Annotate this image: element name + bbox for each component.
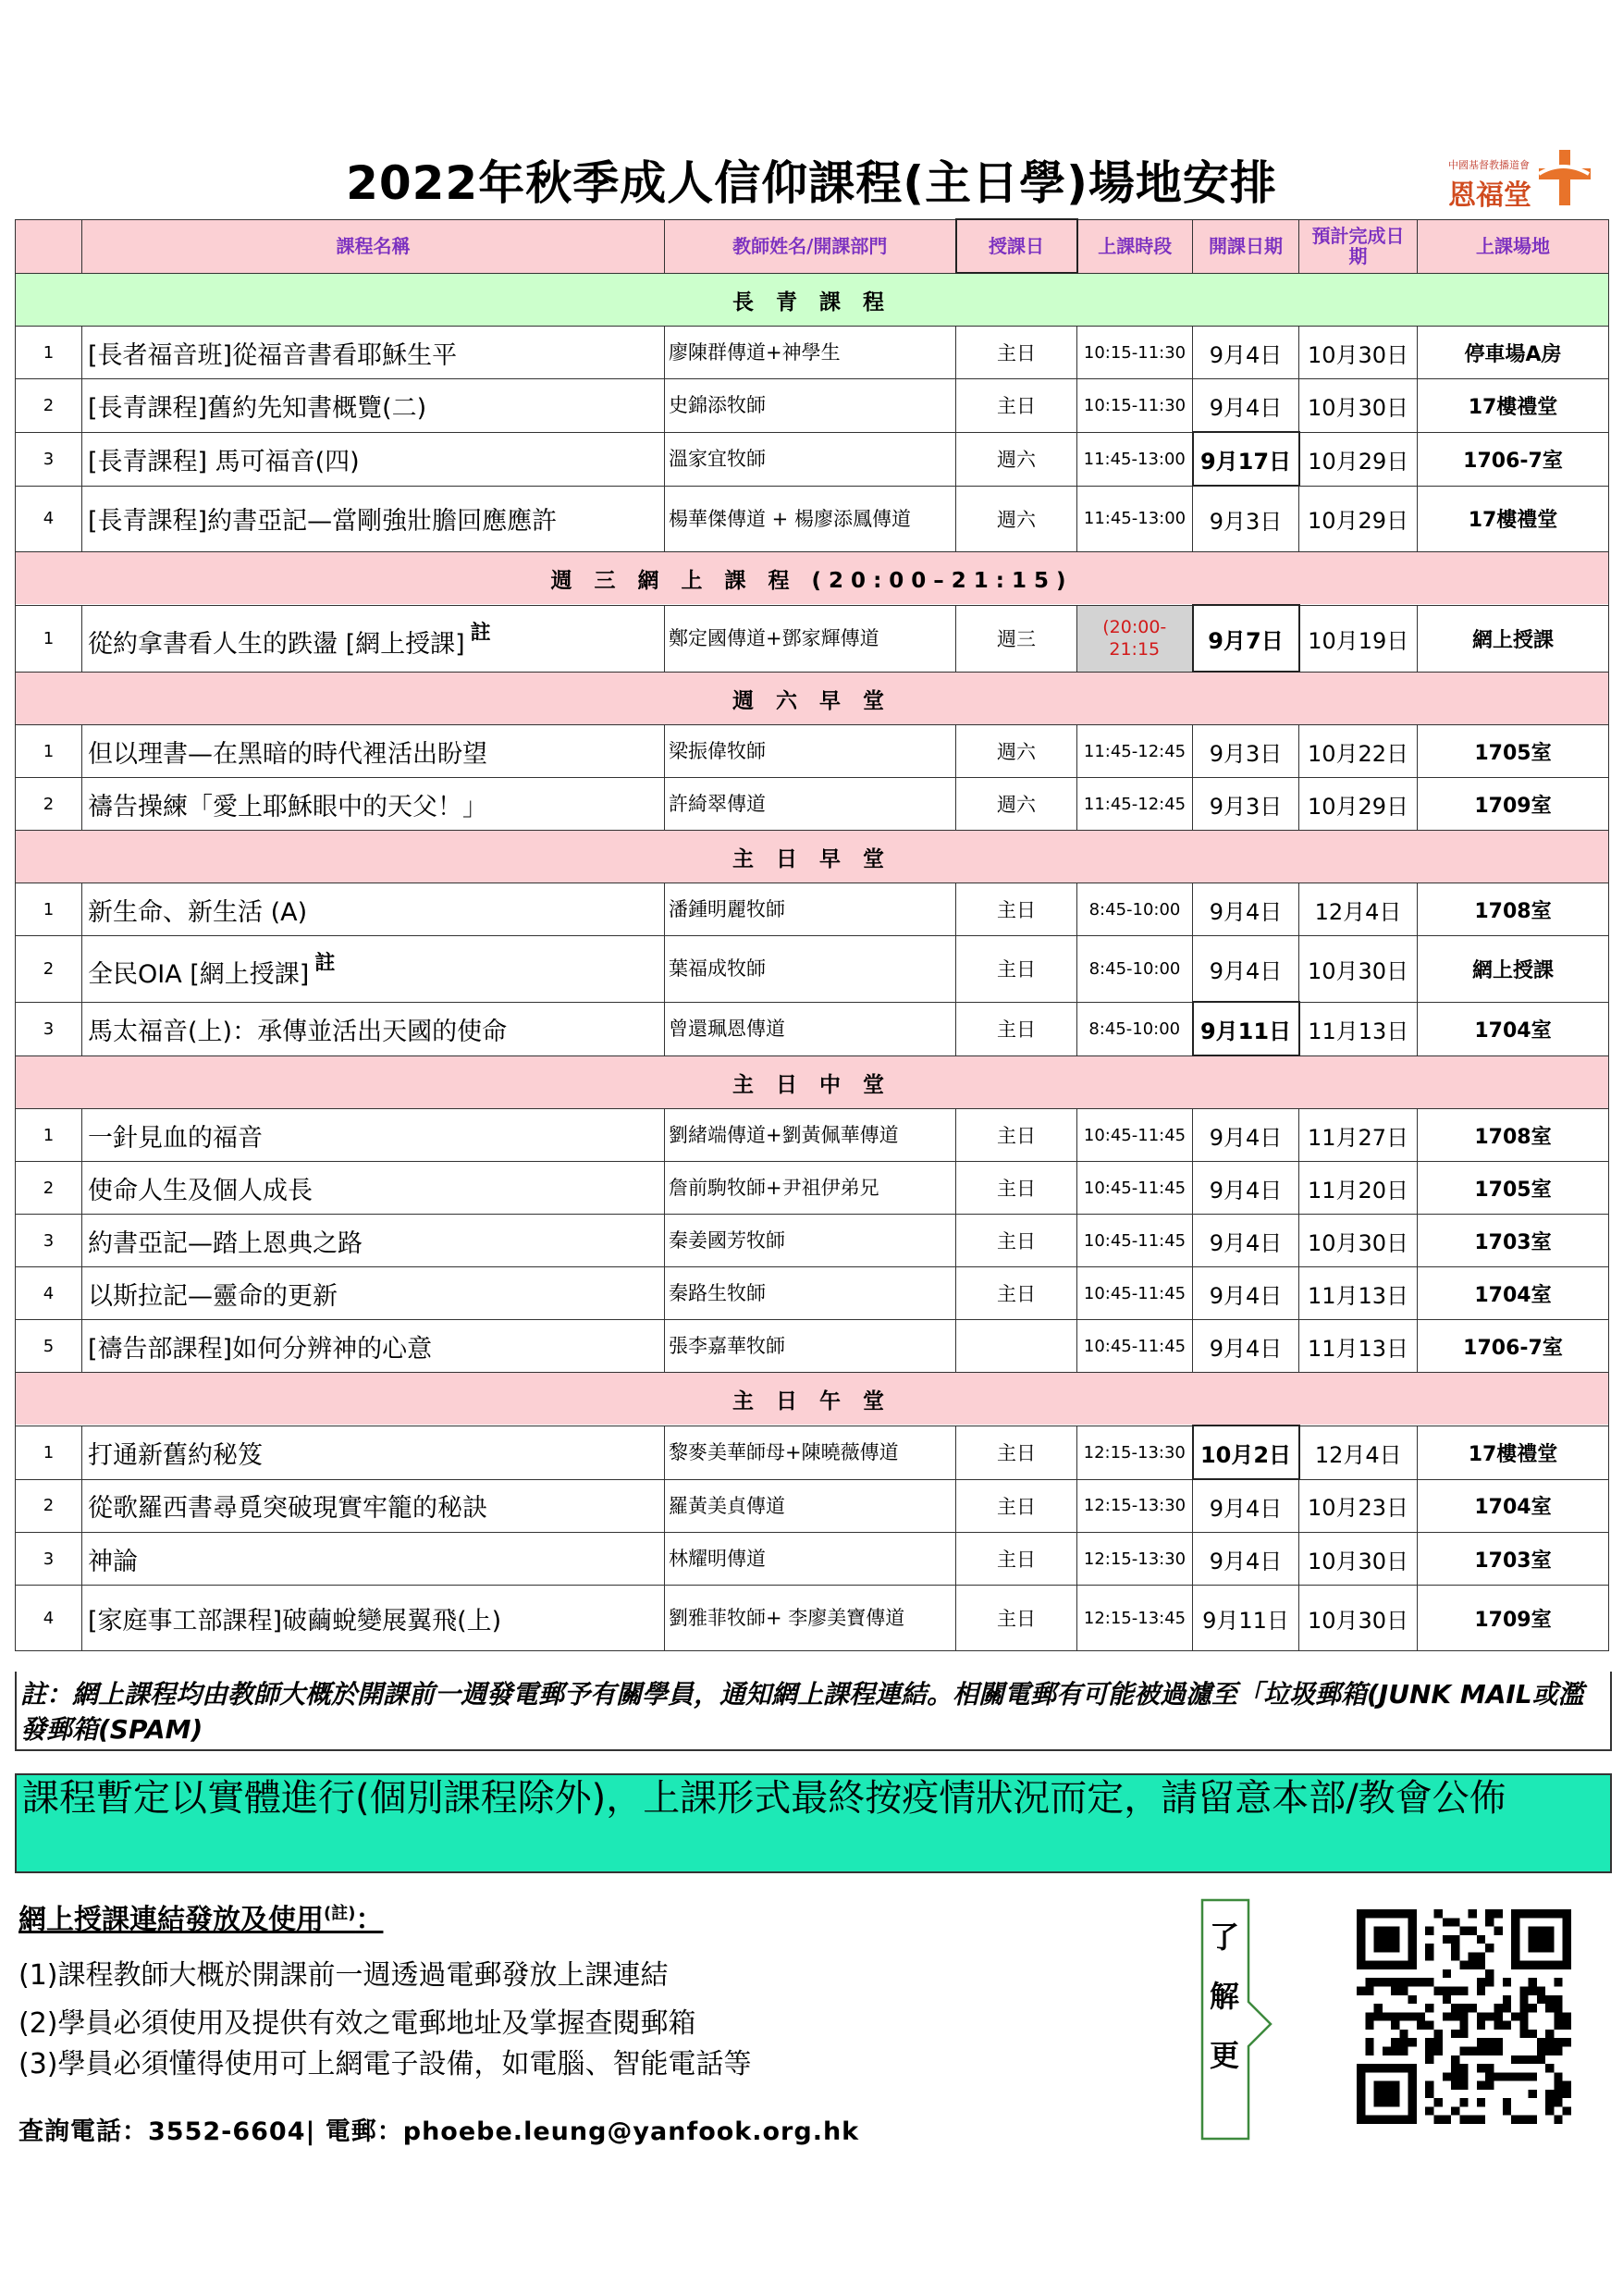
class-day: 主日 [956,1426,1077,1479]
section-title: 主 日 早 堂 [16,831,1609,883]
table-row [16,432,1609,486]
header-col-venue: 上課場地 [1418,219,1609,273]
start-date: 9月17日 [1193,432,1299,486]
end-date: 11月13日 [1299,1002,1418,1055]
end-date: 10月30日 [1299,379,1418,433]
course-name: [家庭事工部課程]破繭蛻變展翼飛(上) [82,1586,665,1651]
teacher-name: 黎麥美華師母+陳曉薇傳道 [665,1426,956,1479]
class-time: 12:15-13:30 [1077,1426,1193,1479]
class-time: 11:45-12:45 [1077,778,1193,831]
teacher-name: 曾還珮恩傳道 [665,1002,956,1055]
teacher-name: 許綺翠傳道 [665,778,956,831]
row-number: 2 [16,936,82,1003]
teacher-name: 張李嘉華牧師 [665,1320,956,1373]
row-number: 3 [16,1533,82,1586]
class-time: 11:45-12:45 [1077,725,1193,778]
class-time: 10:45-11:45 [1077,1267,1193,1320]
qr-code-icon[interactable] [1348,1909,1580,2124]
course-name: 新生命、新生活 (A) [82,883,665,936]
venue: 1704室 [1418,1479,1609,1533]
class-time: 8:45-10:00 [1077,1002,1193,1055]
header-col-day: 授課日 [956,219,1077,273]
venue: 1703室 [1418,1533,1609,1586]
class-time: 10:45-11:45 [1077,1320,1193,1373]
course-name: 神論 [82,1533,665,1586]
end-date: 11月27日 [1299,1109,1418,1162]
end-date: 10月29日 [1299,778,1418,831]
row-number: 3 [16,1215,82,1267]
venue: 1708室 [1418,883,1609,936]
row-number: 2 [16,1162,82,1215]
row-number: 1 [16,1426,82,1479]
venue: 17樓禮堂 [1418,486,1609,552]
table-row [16,1533,1609,1586]
learn-more-char-1: 了 [1209,1920,1239,1955]
venue: 1706-7室 [1418,432,1609,486]
table-row [16,605,1609,672]
teacher-name: 楊華傑傳道 + 楊廖添鳳傳道 [665,486,956,552]
header-col-no [16,219,82,273]
end-date: 10月30日 [1299,1586,1418,1651]
end-date: 10月19日 [1299,605,1418,672]
table-row [16,725,1609,778]
schedule-body [16,219,1609,1651]
online-line-3: (3)學員必須懂得使用可上網電子設備，如電腦、智能電話等 [18,2048,752,2080]
table-row [16,883,1609,936]
start-date: 9月11日 [1193,1002,1299,1055]
end-date: 10月22日 [1299,725,1418,778]
table-row [16,1586,1609,1651]
venue: 17樓禮堂 [1418,379,1609,433]
section-row [16,552,1609,606]
class-day [956,1320,1077,1373]
class-day: 週三 [956,605,1077,672]
start-date: 9月7日 [1193,605,1299,672]
class-day: 主日 [956,1109,1077,1162]
header-col-time: 上課時段 [1077,219,1193,273]
row-number: 1 [16,1109,82,1162]
start-date: 10月2日 [1193,1426,1299,1479]
start-date: 9月4日 [1193,1320,1299,1373]
class-time: 8:45-10:00 [1077,936,1193,1003]
class-time: 10:15-11:30 [1077,379,1193,433]
class-time: 10:45-11:45 [1077,1109,1193,1162]
class-day: 週六 [956,725,1077,778]
venue: 1704室 [1418,1267,1609,1320]
note-marker: 註 [470,622,491,645]
venue: 1706-7室 [1418,1320,1609,1373]
course-name: 一針見血的福音 [82,1109,665,1162]
online-title-colon: ： [355,1904,384,1936]
online-note: 註：網上課程均由教師大概於開課前一週發電郵予有關學員，通知網上課程連結。相關電郵有可能被過濾至「垃圾郵箱(JUNK MAIL或濫發郵箱(SPAM) [15,1672,1612,1751]
teacher-name: 潘鍾明麗牧師 [665,883,956,936]
start-date: 9月4日 [1193,883,1299,936]
class-time: 11:45-13:00 [1077,432,1193,486]
start-date: 9月4日 [1193,379,1299,433]
venue: 1709室 [1418,778,1609,831]
row-number: 4 [16,1586,82,1651]
note-marker: 註 [314,952,336,976]
venue: 1708室 [1418,1109,1609,1162]
teacher-name: 劉緒端傳道+劉黃佩華傳道 [665,1109,956,1162]
start-date: 9月3日 [1193,725,1299,778]
venue: 網上授課 [1418,936,1609,1003]
course-name [82,605,665,672]
class-time: 11:45-13:00 [1077,486,1193,552]
section-title: 主 日 午 堂 [16,1373,1609,1426]
online-title-text: 網上授課連結發放及使用 [18,1904,324,1936]
end-date: 10月29日 [1299,432,1418,486]
format-banner: 課程暫定以實體進行(個別課程除外)，上課形式最終按疫情狀況而定，請留意本部/教會公佈 [15,1773,1612,1873]
teacher-name: 秦姜國芳牧師 [665,1215,956,1267]
end-date: 10月30日 [1299,936,1418,1003]
end-date: 10月23日 [1299,1479,1418,1533]
teacher-name: 林耀明傳道 [665,1533,956,1586]
venue: 1705室 [1418,725,1609,778]
teacher-name: 溫家宜牧師 [665,432,956,486]
course-name: [長青課程] 馬可福音(四) [82,432,665,486]
course-name [82,936,665,1003]
row-number: 1 [16,605,82,672]
class-time: 12:15-13:30 [1077,1479,1193,1533]
course-name: [長者福音班]從福音書看耶穌生平 [82,327,665,379]
contact-info: 查詢電話：3552-6604| 電郵：phoebe.leung@yanfook.org.hk [18,2117,860,2146]
section-title: 主 日 中 堂 [16,1055,1609,1109]
section-row [16,672,1609,725]
course-name: 打通新舊約秘笈 [82,1426,665,1479]
table-row [16,1479,1609,1533]
schedule-table [15,218,1609,1651]
start-date: 9月4日 [1193,1533,1299,1586]
table-row [16,936,1609,1003]
class-time: 8:45-10:00 [1077,883,1193,936]
table-row [16,1002,1609,1055]
end-date: 11月20日 [1299,1162,1418,1215]
class-day: 週六 [956,486,1077,552]
section-row [16,831,1609,883]
class-day: 主日 [956,379,1077,433]
venue: 停車場A房 [1418,327,1609,379]
row-number: 1 [16,327,82,379]
header-col-end: 預計完成日期 [1299,219,1418,273]
teacher-name: 梁振偉牧師 [665,725,956,778]
class-time: 10:45-11:45 [1077,1215,1193,1267]
teacher-name: 羅黃美貞傳道 [665,1479,956,1533]
class-time: (20:00-21:15 [1077,605,1193,672]
class-day: 主日 [956,1002,1077,1055]
course-name: 禱告操練「愛上耶穌眼中的天父！」 [82,778,665,831]
section-title: 週 三 網 上 課 程 (20:00–21:15) [16,552,1609,606]
end-date: 10月30日 [1299,327,1418,379]
venue: 1704室 [1418,1002,1609,1055]
section-row [16,1055,1609,1109]
section-title: 長 青 課 程 [16,273,1609,327]
class-day: 主日 [956,1267,1077,1320]
start-date: 9月4日 [1193,1109,1299,1162]
table-row [16,327,1609,379]
header-col-start: 開課日期 [1193,219,1299,273]
row-number: 2 [16,379,82,433]
teacher-name: 詹前駒牧師+尹祖伊弟兄 [665,1162,956,1215]
teacher-name: 劉雅菲牧師+ 李廖美寶傳道 [665,1586,956,1651]
teacher-name: 葉福成牧師 [665,936,956,1003]
course-name: 使命人生及個人成長 [82,1162,665,1215]
course-name: 馬太福音(上)：承傳並活出天國的使命 [82,1002,665,1055]
start-date: 9月4日 [1193,327,1299,379]
learn-more-text [1206,1907,1243,2085]
start-date: 9月4日 [1193,1162,1299,1215]
teacher-name: 鄭定國傳道+鄧家輝傳道 [665,605,956,672]
venue: 17樓禮堂 [1418,1426,1609,1479]
course-name-text: 全民OIA [網上授課] [88,960,310,990]
start-date: 9月11日 [1193,1586,1299,1651]
course-name: [長青課程]舊約先知書概覽(二) [82,379,665,433]
course-name: 約書亞記—踏上恩典之路 [82,1215,665,1267]
section-row [16,273,1609,327]
start-date: 9月4日 [1193,1267,1299,1320]
table-row [16,1109,1609,1162]
row-number: 1 [16,725,82,778]
start-date: 9月4日 [1193,936,1299,1003]
teacher-name: 廖陳群傳道+神學生 [665,327,956,379]
course-name-text: 從約拿書看人生的跌盪 [網上授課] [88,630,465,659]
row-number: 2 [16,778,82,831]
table-row [16,1215,1609,1267]
class-day: 主日 [956,883,1077,936]
class-time: 10:15-11:30 [1077,327,1193,379]
start-date: 9月3日 [1193,486,1299,552]
class-day: 主日 [956,1533,1077,1586]
class-time: 12:15-13:45 [1077,1586,1193,1651]
venue: 網上授課 [1418,605,1609,672]
start-date: 9月4日 [1193,1479,1299,1533]
class-day: 主日 [956,1586,1077,1651]
row-number: 4 [16,486,82,552]
class-day: 主日 [956,1479,1077,1533]
table-row [16,486,1609,552]
header-col-course: 課程名稱 [82,219,665,273]
class-day: 週六 [956,432,1077,486]
learn-more-char-3: 更 [1209,2038,1239,2073]
row-number: 5 [16,1320,82,1373]
class-day: 週六 [956,778,1077,831]
venue: 1703室 [1418,1215,1609,1267]
end-date: 11月13日 [1299,1320,1418,1373]
table-row [16,1320,1609,1373]
online-title-note: (註) [324,1904,356,1923]
venue: 1705室 [1418,1162,1609,1215]
start-date: 9月3日 [1193,778,1299,831]
table-row [16,1426,1609,1479]
end-date: 11月13日 [1299,1267,1418,1320]
teacher-name: 史錦添牧師 [665,379,956,433]
online-line-1: (1)課程教師大概於開課前一週透過電郵發放上課連結 [18,1959,669,1992]
class-day: 主日 [956,1162,1077,1215]
class-time: 10:45-11:45 [1077,1162,1193,1215]
logo-subtitle: 中國基督教播道會 [1448,159,1530,171]
end-date: 12月4日 [1299,883,1418,936]
row-number: 3 [16,432,82,486]
row-number: 1 [16,883,82,936]
class-time: 12:15-13:30 [1077,1533,1193,1586]
church-logo [1432,148,1598,212]
table-row [16,379,1609,433]
course-name: [禱告部課程]如何分辨神的心意 [82,1320,665,1373]
header-row [16,219,1609,273]
end-date: 10月29日 [1299,486,1418,552]
learn-more-char-2: 解 [1209,1979,1239,2014]
class-day: 主日 [956,1215,1077,1267]
section-title: 週 六 早 堂 [16,672,1609,725]
teacher-name: 秦路生牧師 [665,1267,956,1320]
learn-more-arrow[interactable] [1200,1898,1276,2141]
logo-name: 恩福堂 [1448,179,1531,212]
end-date: 12月4日 [1299,1426,1418,1479]
header-col-teacher: 教師姓名/開課部門 [665,219,956,273]
page-title: 2022年秋季成人信仰課程(主日學)場地安排 [346,156,1277,210]
online-section-title [18,1896,383,1937]
cross-icon [1531,148,1596,207]
table-row [16,1162,1609,1215]
table-row [16,778,1609,831]
online-line-2: (2)學員必須使用及提供有效之電郵地址及掌握查閱郵箱 [18,2007,696,2040]
table-row [16,1267,1609,1320]
class-day: 主日 [956,327,1077,379]
row-number: 2 [16,1479,82,1533]
start-date: 9月4日 [1193,1215,1299,1267]
course-name: [長青課程]約書亞記—當剛強壯膽回應應許 [82,486,665,552]
section-row [16,1373,1609,1426]
course-name: 但以理書—在黑暗的時代裡活出盼望 [82,725,665,778]
course-name: 從歌羅西書尋覓突破現實牢籠的秘訣 [82,1479,665,1533]
row-number: 4 [16,1267,82,1320]
end-date: 10月30日 [1299,1533,1418,1586]
row-number: 3 [16,1002,82,1055]
end-date: 10月30日 [1299,1215,1418,1267]
course-name: 以斯拉記—靈命的更新 [82,1267,665,1320]
venue: 1709室 [1418,1586,1609,1651]
class-day: 主日 [956,936,1077,1003]
